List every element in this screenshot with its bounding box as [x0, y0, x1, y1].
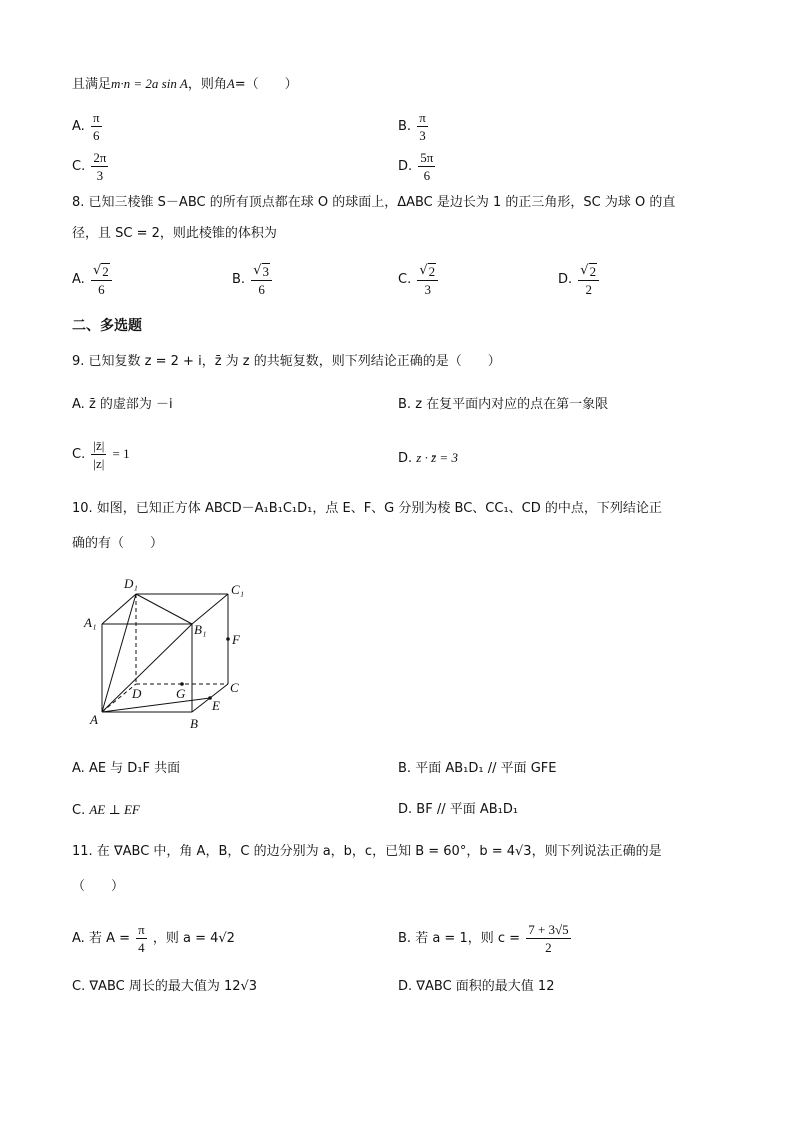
point-f: [226, 637, 230, 641]
q10-option-c[interactable]: C. AE ⊥ EF: [72, 802, 140, 818]
fraction: $\frac{\pi}{3}$: [419, 110, 426, 143]
label-a: A: [90, 712, 98, 727]
q7-stem: 且满足m·n = 2a sin A，则角A=（ ）: [72, 76, 298, 92]
q8-option-b[interactable]: B. √ 3 6: [232, 262, 274, 297]
label-b1: B₁: [194, 622, 207, 637]
label-b: B: [190, 716, 198, 731]
diag-ad1: [102, 594, 136, 712]
fraction: $\frac{\pi}{4}$: [138, 922, 145, 955]
q11-stem-line1: 11. 在 ∇ABC 中，角 A，B，C 的边分别为 a，b，c，已知 B = 60°，b = 4√3，则下列说法正确的是: [72, 844, 662, 859]
q8-stem-line1: 8. 已知三棱锥 S－ABC 的所有顶点都在球 O 的球面上，ΔABC 是边长为 1 的正三角形，SC 为球 O 的直: [72, 195, 676, 210]
q8-option-d[interactable]: D. √ 2 2: [558, 262, 601, 297]
q11-option-d[interactable]: D. ∇ABC 面积的最大值 12: [398, 979, 555, 994]
diag-d1b1: [136, 594, 192, 624]
fraction: $\frac{7 + 3√5}{2}$: [528, 922, 569, 955]
fraction: √ 2 2: [578, 262, 599, 297]
q7-option-b[interactable]: B. $\frac{\pi}{3}$: [398, 110, 426, 143]
q8-option-a[interactable]: A. √ 2 6: [72, 262, 114, 297]
fraction: $\frac{\pi}{6}$: [92, 110, 100, 143]
fraction: $\frac{|z̄|}{|z|}$: [93, 438, 105, 471]
q11-option-a[interactable]: A. 若 A = $\frac{\pi}{4}$ ，则 a = 4√2: [72, 922, 235, 955]
edge-a1d1: [102, 594, 136, 624]
q10-option-a[interactable]: A. AE 与 D₁F 共面: [72, 761, 181, 776]
label-f: F: [232, 632, 240, 647]
label-a1: A₁: [84, 615, 97, 630]
cube-figure: [80, 572, 260, 742]
q7-option-c[interactable]: C. $\frac{2\pi}{3}$: [72, 150, 107, 183]
label-e: E: [212, 698, 220, 713]
q10-stem-line2: 确的有（ ）: [72, 536, 164, 551]
edge-c1b1: [192, 594, 228, 624]
q9-option-d[interactable]: D. z · z̄ = 3: [398, 450, 458, 466]
q9-stem: 9. 已知复数 z = 2 + i，z̄ 为 z 的共轭复数，则下列结论正确的是（ ）: [72, 354, 501, 369]
label-d1: D₁: [124, 576, 138, 591]
q8-stem-line2: 径，且 SC = 2，则此棱锥的体积为: [72, 226, 277, 241]
q10-stem-line1: 10. 如图，已知正方体 ABCD－A₁B₁C₁D₁，点 E、F、G 分别为棱 BC、CC₁、CD 的中点，下列结论正: [72, 501, 662, 516]
q9-option-b[interactable]: B. z 在复平面内对应的点在第一象限: [398, 397, 609, 412]
fraction: √ 2 6: [91, 262, 112, 297]
q9-option-a[interactable]: A. z̄ 的虚部为 －i: [72, 397, 173, 412]
label-d: D: [132, 686, 142, 701]
q8-option-c[interactable]: C. √ 2 3: [398, 262, 440, 297]
fraction: $\frac{2\pi}{3}$: [93, 150, 107, 183]
section-heading: 二、多选题: [72, 318, 142, 334]
fraction: √ 2 3: [417, 262, 438, 297]
fraction: √ 3 6: [251, 262, 272, 297]
label-c: C: [230, 680, 239, 695]
label-g: G: [176, 686, 186, 701]
q11-option-c[interactable]: C. ∇ABC 周长的最大值为 12√3: [72, 979, 258, 994]
fraction: $\frac{5\pi}{6}$: [420, 150, 434, 183]
q7-option-d[interactable]: D. $\frac{5\pi}{6}$: [398, 150, 434, 183]
q11-option-b[interactable]: B. 若 a = 1，则 c = $\frac{7 + 3√5}{2}$: [398, 922, 569, 955]
q7-formula: m·n = 2a sin A: [111, 76, 188, 91]
q7-option-a[interactable]: A. $\frac{\pi}{6}$: [72, 110, 100, 143]
segment-ae: [102, 698, 210, 712]
q10-option-d[interactable]: D. BF // 平面 AB₁D₁: [398, 802, 519, 817]
q11-stem-line2: （ ）: [72, 879, 125, 894]
label-c1: C₁: [231, 582, 245, 597]
q10-option-b[interactable]: B. 平面 AB₁D₁ // 平面 GFE: [398, 761, 557, 776]
q9-option-c[interactable]: C. $\frac{|z̄|}{|z|}$ = 1: [72, 438, 130, 471]
